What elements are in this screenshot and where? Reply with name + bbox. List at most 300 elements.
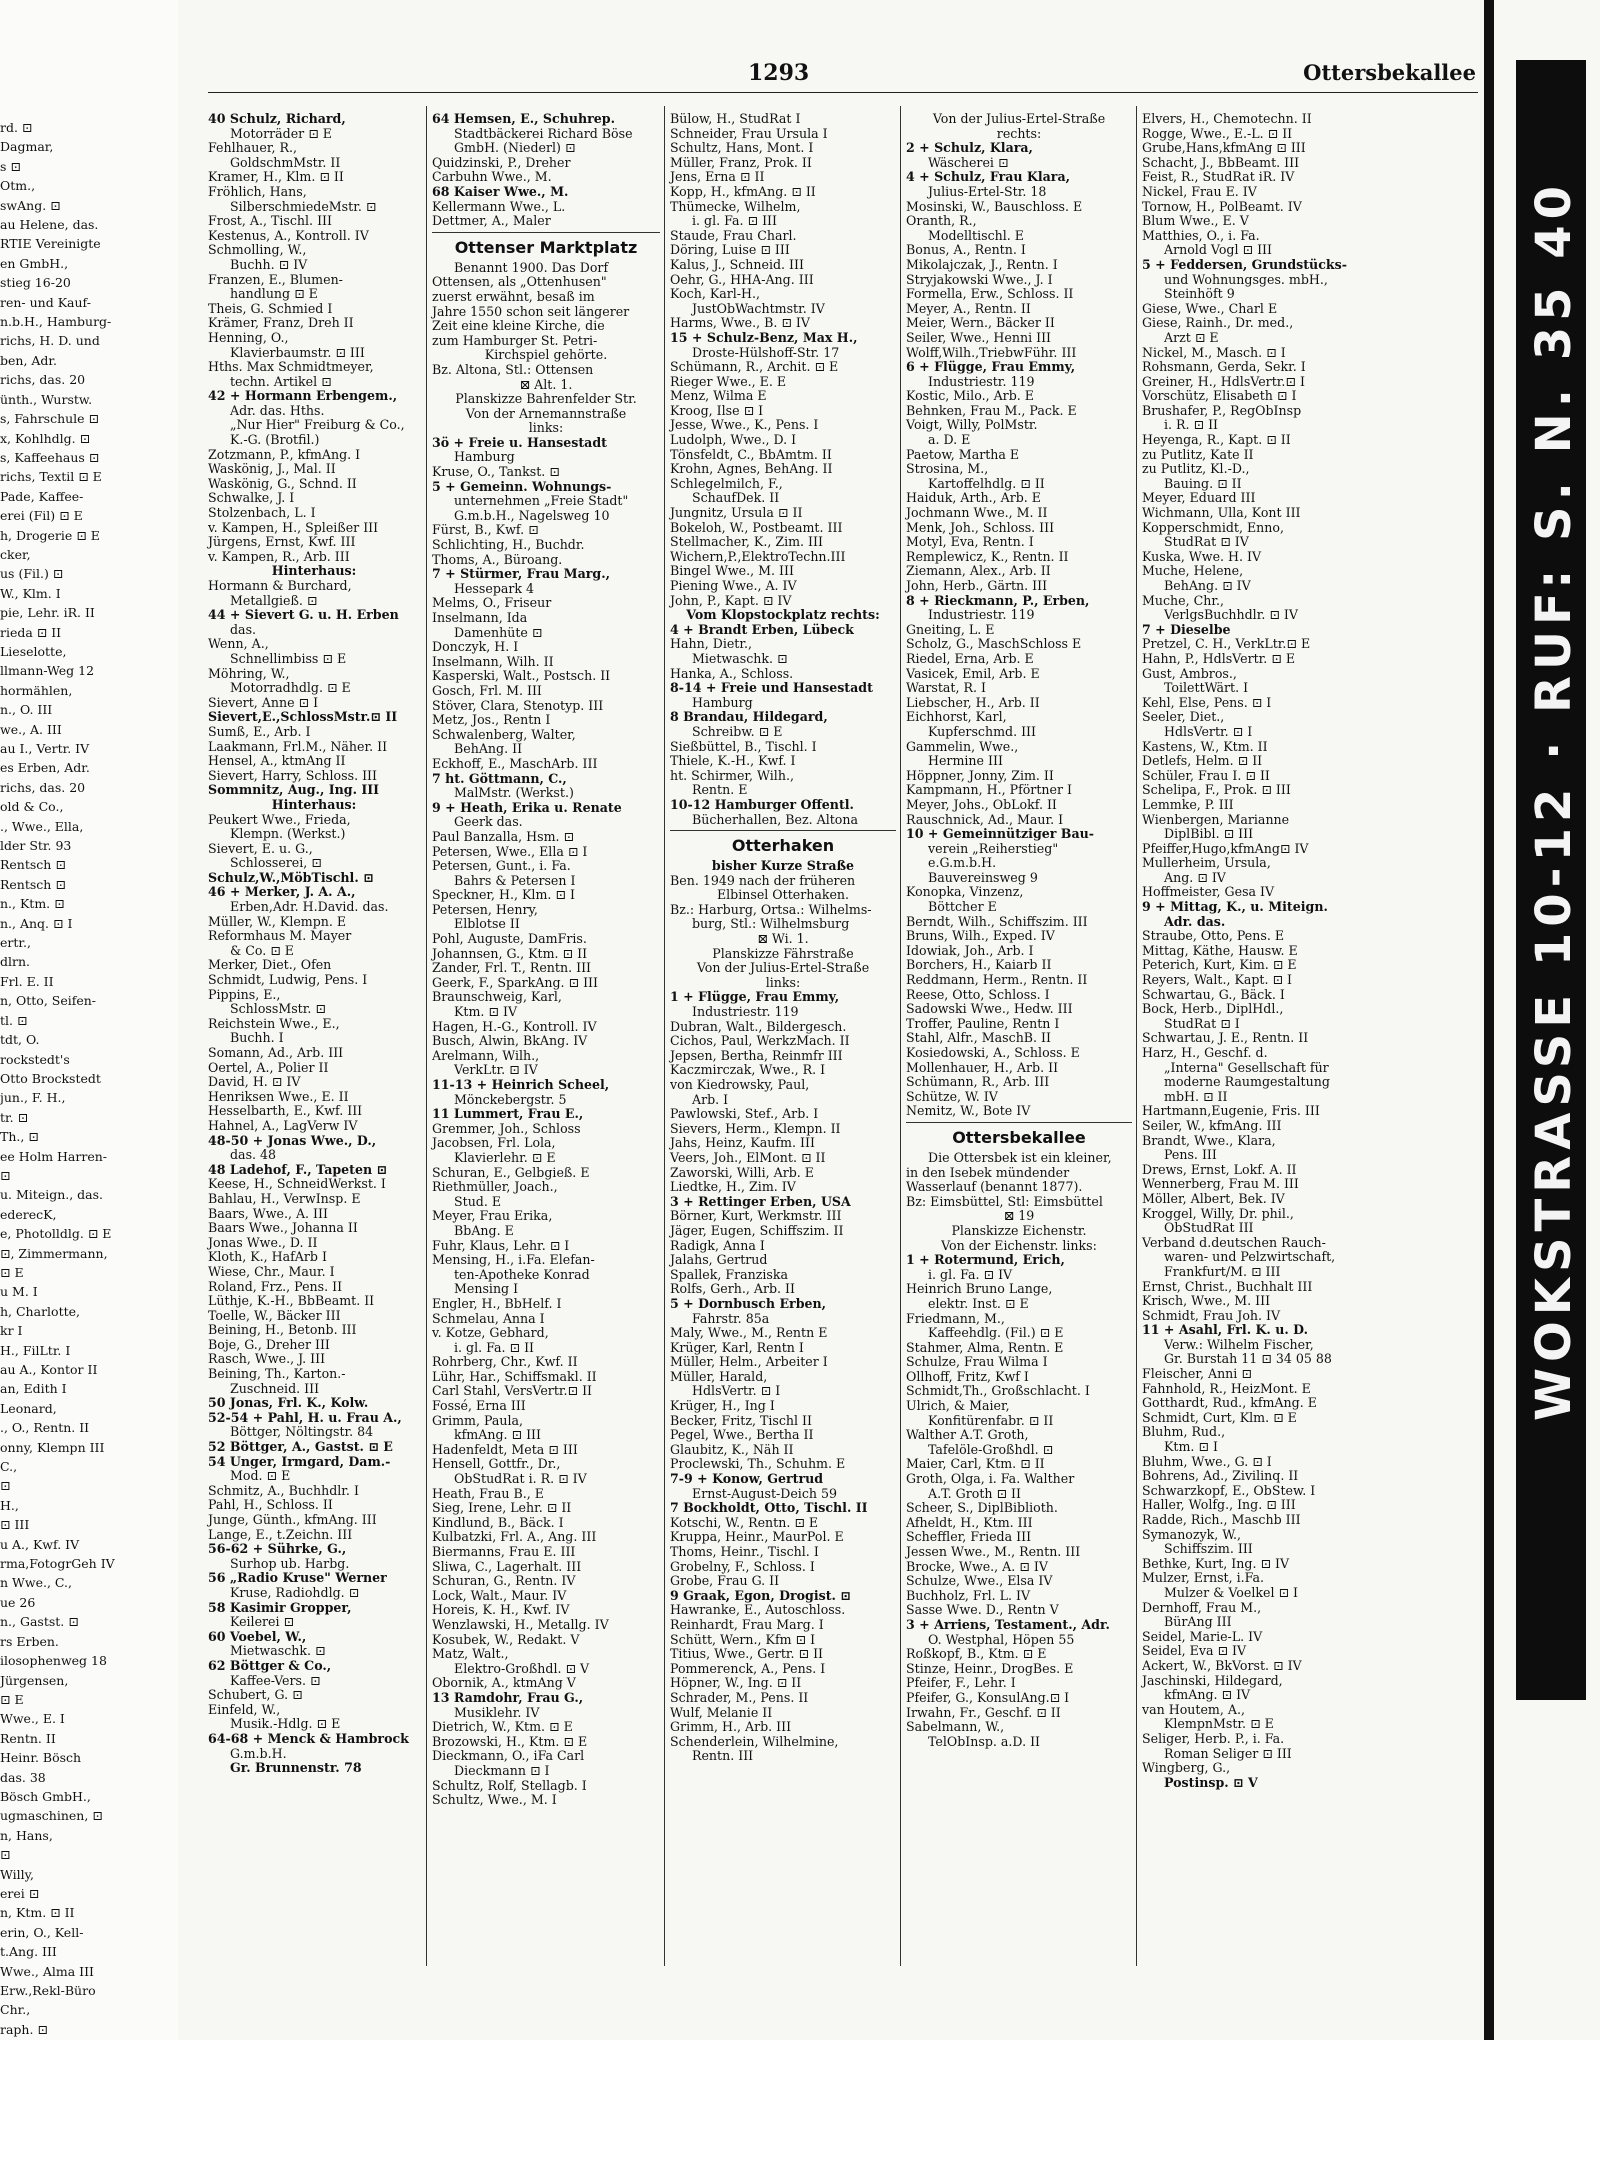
directory-entry-line: 8 Brandau, Hildegard, bbox=[670, 709, 828, 725]
directory-entry-line: Nemitz, W., Bote IV bbox=[906, 1103, 1031, 1119]
directory-entry-line: Kramer, H., Klm. ⊡ II bbox=[208, 169, 344, 185]
directory-entry-line: Johannsen, G., Ktm. ⊡ II bbox=[432, 945, 588, 961]
facing-page-fragment bbox=[0, 0, 180, 2040]
directory-entry-line: BbAng. E bbox=[454, 1222, 514, 1238]
directory-entry-line: Pegel, Wwe., Bertha II bbox=[670, 1427, 814, 1443]
directory-entry-line: HdlsVertr. ⊡ I bbox=[1164, 723, 1253, 739]
directory-entry-line: 7 + Dieselbe bbox=[1142, 621, 1231, 637]
directory-entry-line: Petersen, Gunt., i. Fa. bbox=[432, 858, 571, 874]
directory-entry-line: Merker, Diet., Ofen bbox=[208, 957, 332, 973]
directory-entry-line: GoldschmMstr. II bbox=[230, 154, 341, 170]
directory-entry-line: Gneiting, L. E bbox=[906, 621, 995, 637]
directory-entry-line: Mietwaschk. ⊡ bbox=[230, 1643, 326, 1659]
directory-entry-line: Kuska, Wwe. H. IV bbox=[1142, 548, 1262, 564]
directory-entry-line: Engler, H., BbHelf. I bbox=[432, 1295, 562, 1311]
directory-entry-line: Fehlhauer, R., bbox=[208, 140, 297, 156]
directory-entry-line: Rentn. III bbox=[692, 1748, 754, 1764]
facing-page-line: Chr., bbox=[0, 2002, 31, 2018]
column-3 bbox=[670, 112, 896, 1764]
directory-entry-line: Vom Klopstockplatz rechts: bbox=[686, 607, 880, 623]
directory-entry-line: ObStudRat III bbox=[1164, 1220, 1254, 1236]
directory-entry-line: Peterich, Kurt, Kim. ⊡ E bbox=[1142, 957, 1297, 973]
directory-entry-line: Ktm. ⊡ IV bbox=[454, 1004, 518, 1020]
directory-entry-line: Seeler, Diet., bbox=[1142, 709, 1225, 725]
directory-entry-line: Formella, Erw., Schloss. II bbox=[906, 286, 1074, 302]
directory-entry-line: Glaubitz, K., Näh II bbox=[670, 1441, 794, 1457]
directory-entry-line: Gust, Ambros., bbox=[1142, 665, 1237, 681]
running-head: Ottersbekallee bbox=[1303, 60, 1476, 85]
facing-page-line: hormählen, bbox=[0, 682, 73, 698]
directory-entry-line: Schultz, Wwe., M. I bbox=[432, 1792, 557, 1808]
directory-entry-line: Benannt 1900. Das Dorf bbox=[454, 259, 609, 275]
directory-entry-line: kfmAng. ⊡ III bbox=[454, 1427, 541, 1443]
directory-entry-line: HdlsVertr. ⊡ I bbox=[692, 1383, 781, 1399]
directory-entry-line: Jungnitz, Ursula ⊡ II bbox=[670, 505, 803, 521]
directory-entry-line: Wichmann, Ulla, Kont III bbox=[1142, 505, 1301, 521]
directory-entry-line: Schreibw. ⊡ E bbox=[692, 723, 783, 739]
directory-entry-line: Hamburg bbox=[692, 694, 753, 710]
directory-entry-line: Petersen, Henry, bbox=[432, 901, 538, 917]
directory-entry-line: Schümann, R., Arb. III bbox=[906, 1074, 1050, 1090]
directory-entry-line: Müller, W., Klempn. E bbox=[208, 913, 347, 929]
facing-page-line: rockstedt's bbox=[0, 1051, 70, 1067]
directory-entry-line: Nickel, Frau E. IV bbox=[1142, 183, 1257, 199]
directory-entry-line: Müller, Franz, Prok. II bbox=[670, 154, 812, 170]
directory-entry-line: Müller, Helm., Arbeiter I bbox=[670, 1354, 828, 1370]
directory-entry-line: StudRat ⊡ I bbox=[1164, 1015, 1240, 1031]
facing-page-line: W., Klm. I bbox=[0, 585, 61, 601]
directory-entry-line: Paetow, Martha E bbox=[906, 446, 1020, 462]
column-divider bbox=[426, 106, 427, 1966]
directory-entry-line: Speckner, H., Klm. ⊡ I bbox=[432, 887, 575, 903]
facing-page-line: ertr., bbox=[0, 935, 31, 951]
directory-entry-line: Tönsfeldt, C., BbAmtm. II bbox=[670, 446, 832, 462]
directory-entry-line: „Nur Hier" Freiburg & Co., bbox=[230, 417, 405, 433]
directory-entry-line: Erben,Adr. H.David. das. bbox=[230, 899, 389, 915]
directory-entry-line: Hawranke, E., Autoschloss. bbox=[670, 1602, 846, 1618]
directory-entry-line: Fossé, Erna III bbox=[432, 1398, 526, 1414]
facing-page-line: Erw.,Rekl-Büro bbox=[0, 1983, 96, 1998]
directory-entry-line: 64-68 + Menck & Hambrock bbox=[208, 1730, 409, 1746]
directory-entry-line: Bokeloh, W., Postbeamt. III bbox=[670, 519, 843, 535]
directory-entry-line: ⊠ 19 bbox=[1003, 1208, 1035, 1224]
directory-entry-line: Krohn, Agnes, BehAng. II bbox=[670, 461, 833, 477]
directory-entry-line: Beining, Th., Karton.- bbox=[208, 1366, 346, 1382]
directory-entry-line: Seliger, Herb. P., i. Fa. bbox=[1142, 1730, 1285, 1746]
directory-entry-line: Steinhöft 9 bbox=[1164, 286, 1235, 302]
directory-entry-line: Baars, Wwe., A. III bbox=[208, 1205, 328, 1221]
directory-entry-line: verein „Reiherstieg" bbox=[928, 840, 1059, 856]
directory-entry-line: Waskönig, G., Schnd. II bbox=[208, 475, 357, 491]
facing-page-line: tl. ⊡ bbox=[0, 1012, 28, 1028]
directory-entry-line: Brushafer, P., RegObInsp bbox=[1142, 402, 1302, 418]
directory-entry-line: Stryjakowski Wwe., J. I bbox=[906, 271, 1053, 287]
directory-entry-line: Hensell, Gottfr., Dr., bbox=[432, 1456, 561, 1472]
directory-entry-line: Kaffee-Vers. ⊡ bbox=[230, 1672, 321, 1688]
directory-entry-line: Maly, Wwe., M., Rentn E bbox=[670, 1325, 828, 1341]
directory-entry-line: Fleischer, Anni ⊡ bbox=[1142, 1366, 1252, 1382]
directory-entry-line: Koch, Karl-H., bbox=[670, 286, 761, 302]
directory-entry-line: ObStudRat i. R. ⊡ IV bbox=[454, 1471, 587, 1487]
directory-entry-line: 1 + Rotermund, Erich, bbox=[906, 1252, 1065, 1268]
directory-entry-line: Hermine III bbox=[928, 753, 1003, 769]
directory-entry-line: Klavierlehr. ⊡ E bbox=[454, 1149, 556, 1165]
directory-entry-line: Elvers, H., Chemotechn. II bbox=[1142, 111, 1312, 126]
directory-entry-line: Berndt, Wilh., Schiffszim. III bbox=[906, 913, 1088, 929]
directory-entry-line: Industriestr. 119 bbox=[928, 607, 1035, 623]
directory-entry-line: Reyers, Walt., Kapt. ⊡ I bbox=[1142, 972, 1293, 988]
facing-page-line: n.b.H., Hamburg- bbox=[0, 314, 112, 330]
directory-entry-line: Elbinsel Otterhaken. bbox=[716, 887, 850, 903]
directory-entry-line: Metallgieß. ⊡ bbox=[230, 592, 318, 608]
facing-page-line: Heinr. Bösch bbox=[0, 1750, 82, 1766]
directory-entry-line: 52-54 + Pahl, H. u. Frau A., bbox=[208, 1409, 402, 1425]
directory-entry-line: Hths. Max Schmidtmeyer, bbox=[208, 359, 374, 375]
directory-entry-line: Afheldt, H., Ktm. III bbox=[906, 1514, 1033, 1530]
directory-entry-line: Von der Eichenstr. links: bbox=[941, 1237, 1097, 1253]
directory-entry-line: Schrader, M., Pens. II bbox=[670, 1689, 809, 1705]
directory-entry-line: Boje, G., Dreher III bbox=[208, 1336, 330, 1352]
directory-entry-line: 2 + Schulz, Klara, bbox=[906, 140, 1033, 156]
directory-entry-line: VerlgsBuchhdlr. ⊡ IV bbox=[1164, 607, 1298, 623]
directory-entry-line: kfmAng. ⊡ IV bbox=[1164, 1687, 1251, 1703]
directory-entry-line: Hadenfeldt, Meta ⊡ III bbox=[432, 1441, 578, 1457]
directory-entry-line: Seiler, Wwe., Henni III bbox=[906, 329, 1052, 345]
directory-entry-line: 7 ht. Göttmann, C., bbox=[432, 770, 567, 786]
directory-entry-line: Müller, Harald, bbox=[670, 1368, 768, 1384]
directory-entry-line: Böttcher E bbox=[928, 899, 997, 915]
directory-entry-line: i. gl. Fa. ⊡ III bbox=[692, 213, 778, 229]
directory-entry-line: Ben. 1949 nach der früheren bbox=[670, 872, 856, 888]
directory-entry-line: i. gl. Fa. ⊡ II bbox=[454, 1339, 535, 1355]
facing-page-line: Rentn. II bbox=[0, 1730, 56, 1746]
directory-entry-line: VerkLtr. ⊡ IV bbox=[454, 1062, 538, 1078]
directory-entry-line: ⊠ Wi. 1. bbox=[757, 931, 809, 947]
facing-page-line: we., A. III bbox=[0, 721, 62, 737]
directory-entry-line: mbH. ⊡ II bbox=[1164, 1088, 1228, 1104]
directory-entry-line: Schütt, Wern., Kfm ⊡ I bbox=[670, 1631, 816, 1647]
directory-entry-line: Börner, Kurt, Werkmstr. III bbox=[670, 1208, 842, 1224]
directory-entry-line: Nickel, M., Masch. ⊡ I bbox=[1142, 344, 1286, 360]
directory-entry-line: Lüthje, K.-H., BbBeamt. II bbox=[208, 1293, 375, 1309]
directory-entry-line: Kalus, J., Schneid. III bbox=[670, 256, 804, 272]
directory-entry-line: K.-G. (Brotfil.) bbox=[230, 432, 320, 448]
directory-entry-line: Irwahn, Fr., Geschf. ⊡ II bbox=[906, 1704, 1061, 1720]
directory-entry-line: Wenzlawski, H., Metallg. IV bbox=[432, 1616, 609, 1632]
facing-page-line: tr. ⊡ bbox=[0, 1109, 29, 1125]
directory-entry-line: Motorradhdlg. ⊡ E bbox=[230, 680, 351, 696]
directory-entry-line: Rohrberg, Chr., Kwf. II bbox=[432, 1354, 578, 1370]
directory-entry-line: Gr. Burstah 11 ⊡ 34 05 88 bbox=[1164, 1351, 1332, 1367]
directory-entry-line: Jahs, Heinz, Kaufm. III bbox=[670, 1135, 815, 1151]
directory-entry-line: SchaufDek. II bbox=[692, 490, 780, 506]
directory-entry-line: Spallek, Franziska bbox=[670, 1266, 788, 1282]
directory-entry-line: Industriestr. 119 bbox=[928, 373, 1035, 389]
directory-entry-line: Scheer, S., DiplBiblioth. bbox=[906, 1500, 1058, 1516]
directory-entry-line: ht. Schirmer, Wilh., bbox=[670, 767, 794, 783]
directory-entry-line: Fuhr, Klaus, Lehr. ⊡ I bbox=[432, 1237, 570, 1253]
directory-entry-line: 8 + Rieckmann, P., Erben, bbox=[906, 592, 1090, 608]
directory-entry-line: links: bbox=[765, 974, 801, 990]
directory-entry-line: Carl Stahl, VersVertr.⊡ II bbox=[432, 1383, 593, 1399]
directory-entry-line: Schneider, Frau Ursula I bbox=[670, 125, 828, 141]
directory-entry-line: Baars Wwe., Johanna II bbox=[208, 1220, 358, 1236]
directory-entry-line: Hensel, A., ktmAng II bbox=[208, 753, 346, 769]
directory-entry-line: Jens, Erna ⊡ II bbox=[670, 169, 765, 185]
directory-entry-line: Schulz,W.,MöbTischl. ⊡ bbox=[208, 869, 374, 885]
directory-entry-line: Wäscherei ⊡ bbox=[928, 154, 1009, 170]
directory-entry-line: 1 + Flügge, Frau Emmy, bbox=[670, 989, 840, 1005]
directory-entry-line: Kellermann Wwe., L. bbox=[432, 198, 566, 214]
directory-entry-line: Schmolling, W., bbox=[208, 242, 307, 258]
facing-page-line: old & Co., bbox=[0, 799, 64, 815]
directory-entry-line: van Houtem, A., bbox=[1142, 1701, 1245, 1717]
book-spine-edge bbox=[1484, 0, 1600, 2040]
directory-entry-line: Troffer, Pauline, Rentn I bbox=[906, 1015, 1060, 1031]
facing-page-line: tdt, O. bbox=[0, 1032, 40, 1048]
directory-entry-line: und Wohnungsges. mbH., bbox=[1164, 271, 1328, 287]
directory-entry-line: Cichos, Paul, WerkzMach. II bbox=[670, 1033, 850, 1049]
directory-entry-line: Wiese, Chr., Maur. I bbox=[208, 1263, 335, 1279]
directory-entry-line: Arelmann, Wilh., bbox=[432, 1047, 540, 1063]
directory-entry-line: Reddmann, Herm., Rentn. II bbox=[906, 972, 1088, 988]
directory-entry-line: Grimm, Paula, bbox=[432, 1412, 524, 1428]
directory-entry-line: Petersen, Wwe., Ella ⊡ I bbox=[432, 843, 588, 859]
directory-entry-line: Mönckebergstr. 5 bbox=[454, 1091, 567, 1107]
directory-entry-line: Frankfurt/M. ⊡ III bbox=[1164, 1263, 1281, 1279]
directory-entry-line: Wienbergen, Marianne bbox=[1142, 811, 1290, 827]
facing-page-line: ugmaschinen, ⊡ bbox=[0, 1808, 103, 1824]
directory-entry-line: Muche, Helene, bbox=[1142, 563, 1244, 579]
directory-entry-line: Pawlowski, Stef., Arb. I bbox=[670, 1106, 819, 1122]
directory-entry-line: 5 + Feddersen, Grundstücks- bbox=[1142, 256, 1347, 272]
directory-entry-line: Rasch, Wwe., J. III bbox=[208, 1351, 326, 1367]
directory-entry-line: G.m.b.H., Nagelsweg 10 bbox=[454, 507, 610, 523]
directory-entry-line: Schulze, Frau Wilma I bbox=[906, 1354, 1048, 1370]
directory-entry-line: Vorschütz, Elisabeth ⊡ I bbox=[1142, 388, 1297, 404]
directory-entry-line: Kostic, Milo., Arb. E bbox=[906, 388, 1034, 404]
directory-entry-line: Verband d.deutschen Rauch- bbox=[1142, 1234, 1326, 1250]
facing-page-line: u A., Kwf. IV bbox=[0, 1536, 80, 1552]
directory-entry-line: Mikolajczak, J., Rentn. I bbox=[906, 256, 1058, 272]
directory-entry-line: Hessepark 4 bbox=[454, 580, 535, 596]
directory-entry-line: Mod. ⊡ E bbox=[230, 1468, 291, 1484]
directory-entry-line: Oranth, R., bbox=[906, 213, 977, 229]
directory-entry-line: 50 Jonas, Frl. K., Kolw. bbox=[208, 1395, 369, 1411]
directory-entry-line: Schlichting, H., Buchdr. bbox=[432, 537, 585, 553]
directory-entry-line: Bethke, Kurt, Ing. ⊡ IV bbox=[1142, 1555, 1290, 1571]
facing-page-line: ., O., Rentn. II bbox=[0, 1420, 90, 1436]
directory-entry-line: burg, Stl.: Wilhelmsburg bbox=[692, 916, 850, 932]
facing-page-line: t.Ang. III bbox=[0, 1944, 57, 1960]
directory-entry-line: Die Ottersbek ist ein kleiner, bbox=[928, 1149, 1112, 1165]
directory-entry-line: Grube,Hans,kfmAng ⊡ III bbox=[1142, 140, 1306, 156]
directory-entry-line: Seiler, W., kfmAng. III bbox=[1142, 1117, 1282, 1133]
directory-entry-line: Zaworski, Willi, Arb. E bbox=[670, 1164, 814, 1180]
facing-page-line: cker, bbox=[0, 546, 31, 562]
directory-entry-line: SilberschmiedeMstr. ⊡ bbox=[230, 198, 377, 214]
directory-entry-line: Brandt, Wwe., Klara, bbox=[1142, 1132, 1276, 1148]
directory-entry-line: i. R. ⊡ II bbox=[1164, 417, 1219, 433]
facing-page-line: n., O. III bbox=[0, 702, 53, 718]
directory-entry-line: Frost, A., Tischl. III bbox=[208, 213, 332, 229]
directory-entry-line: Dieckmann ⊡ I bbox=[454, 1762, 550, 1778]
directory-entry-line: 52 Böttger, A., Gastst. ⊡ E bbox=[208, 1439, 393, 1455]
facing-page-line: richs, Textil ⊡ E bbox=[0, 469, 102, 485]
directory-entry-line: O. Westphal, Höpen 55 bbox=[928, 1631, 1075, 1647]
facing-page-line: n, Hans, bbox=[0, 1827, 53, 1843]
directory-entry-line: handlung ⊡ E bbox=[230, 286, 318, 302]
directory-entry-line: Stellmacher, K., Zim. III bbox=[670, 534, 823, 550]
directory-entry-line: Schmidt, Curt, Klm. ⊡ E bbox=[1142, 1409, 1297, 1425]
directory-entry-line: Ollhoff, Fritz, Kwf I bbox=[906, 1368, 1029, 1384]
directory-entry-line: Schubert, G. ⊡ bbox=[208, 1687, 303, 1703]
facing-page-line: richs, das. 20 bbox=[0, 779, 86, 795]
facing-page-line: erei ⊡ bbox=[0, 1885, 40, 1901]
directory-entry-line: 15 + Schulz-Benz, Max H., bbox=[670, 329, 858, 345]
directory-entry-line: John, Herb., Gärtn. III bbox=[906, 578, 1048, 593]
directory-entry-line: Brocke, Wwe., A. ⊡ IV bbox=[906, 1558, 1048, 1574]
directory-entry-line: Hartmann,Eugenie, Fris. III bbox=[1142, 1103, 1320, 1119]
directory-entry-line: Thoms, Heinr., Tischl. I bbox=[670, 1544, 819, 1559]
directory-entry-line: Wolff,Wilh.,TriebwFühr. III bbox=[906, 344, 1077, 360]
facing-page-line: u. Miteign., das. bbox=[0, 1187, 104, 1203]
directory-entry-line: Zander, Frl. T., Rentn. III bbox=[432, 960, 592, 976]
directory-entry-line: Heinrich Bruno Lange, bbox=[906, 1281, 1053, 1297]
directory-entry-line: Busch, Alwin, BkAng. IV bbox=[432, 1033, 588, 1049]
directory-entry-line: Feist, R., StudRat iR. IV bbox=[1142, 169, 1295, 185]
facing-page-line: Otm., bbox=[0, 178, 36, 194]
directory-entry-line: GmbH. (Niederl) ⊡ bbox=[454, 140, 576, 156]
directory-entry-line: Riedel, Erna, Arb. E bbox=[906, 650, 1034, 666]
directory-entry-line: BehAng. ⊡ IV bbox=[1164, 578, 1251, 593]
directory-entry-line: 7 + Stürmer, Frau Marg., bbox=[432, 566, 610, 582]
directory-entry-line: 3 + Rettinger Erben, USA bbox=[670, 1193, 851, 1209]
directory-entry-line: 62 Böttger & Co., bbox=[208, 1657, 332, 1673]
directory-entry-line: Meyer, Eduard III bbox=[1142, 490, 1256, 506]
directory-entry-line: Grimm, H., Arb. III bbox=[670, 1719, 792, 1735]
facing-page-line: Lieselotte, bbox=[0, 643, 67, 659]
directory-entry-line: Thiele, K.-H., Kwf. I bbox=[670, 753, 796, 769]
facing-page-line: kr I bbox=[0, 1323, 23, 1339]
directory-entry-line: Harms, Wwe., B. ⊡ IV bbox=[670, 315, 810, 331]
directory-entry-line: Detlefs, Helm. ⊡ II bbox=[1142, 753, 1263, 769]
directory-entry-line: Tornow, H., PolBeamt. IV bbox=[1142, 198, 1302, 214]
directory-entry-line: Kestenus, A., Kontroll. IV bbox=[208, 227, 369, 243]
directory-entry-line: Reese, Otto, Schloss. I bbox=[906, 986, 1050, 1002]
directory-entry-line: Mensing, H., i.Fa. Elefan- bbox=[432, 1252, 595, 1268]
facing-page-line: en GmbH., bbox=[0, 255, 69, 271]
directory-entry-line: Schiffszim. III bbox=[1164, 1541, 1253, 1557]
directory-entry-line: Kosiedowski, A., Schloss. E bbox=[906, 1045, 1080, 1060]
directory-entry-line: Matz, Walt., bbox=[432, 1646, 509, 1662]
directory-entry-line: Scheffler, Frieda III bbox=[906, 1529, 1032, 1545]
directory-entry-line: Höpner, W., Ing. ⊡ II bbox=[670, 1675, 802, 1691]
directory-entry-line: Sievers, Herm., Klempn. II bbox=[670, 1120, 841, 1136]
directory-entry-line: Pohl, Auguste, DamFris. bbox=[432, 931, 587, 947]
directory-entry-line: Lange, E., t.Zeichn. III bbox=[208, 1526, 353, 1542]
directory-entry-line: StudRat ⊡ IV bbox=[1164, 534, 1249, 550]
facing-page-line: pie, Lehr. iR. II bbox=[0, 605, 95, 621]
directory-entry-line: 3ö + Freie u. Hansestadt bbox=[432, 434, 607, 450]
facing-page-line: h, Charlotte, bbox=[0, 1303, 80, 1319]
facing-page-line: ilosophenweg 18 bbox=[0, 1653, 107, 1669]
facing-page-line: ⊡ E bbox=[0, 1264, 24, 1280]
directory-entry-line: Mosinski, W., Bauschloss. E bbox=[906, 198, 1083, 214]
directory-entry-line: Kroog, Ilse ⊡ I bbox=[670, 402, 764, 418]
directory-entry-line: Bruns, Wilh., Exped. IV bbox=[906, 928, 1055, 944]
directory-entry-line: JustObWachtmstr. IV bbox=[692, 300, 825, 316]
directory-entry-line: in den Isebek mündender bbox=[906, 1164, 1070, 1180]
directory-entry-line: Menk, Joh., Schloss. III bbox=[906, 519, 1055, 535]
facing-page-line: erin, O., Kell- bbox=[0, 1924, 84, 1940]
directory-entry-line: Kruse, Radiohdlg. ⊡ bbox=[230, 1584, 360, 1600]
facing-page-line: Jürgensen, bbox=[0, 1672, 69, 1688]
directory-entry-line: Gremmer, Joh., Schloss bbox=[432, 1120, 581, 1136]
directory-entry-line: Becker, Fritz, Tischl II bbox=[670, 1412, 813, 1428]
directory-entry-line: Kindlund, B., Bäck. I bbox=[432, 1514, 564, 1530]
directory-entry-line: Schwartau, J. E., Rentn. II bbox=[1142, 1030, 1309, 1046]
facing-page-line: Rentsch ⊡ bbox=[0, 857, 66, 873]
directory-entry-line: Droste-Hülshoff-Str. 17 bbox=[692, 344, 840, 360]
directory-entry-line: Mietwaschk. ⊡ bbox=[692, 650, 788, 666]
directory-entry-line: Liedtke, H., Zim. IV bbox=[670, 1179, 796, 1195]
directory-entry-line: Riethmüller, Joach., bbox=[432, 1179, 558, 1195]
directory-entry-line: SchlossMstr. ⊡ bbox=[230, 1001, 326, 1017]
directory-entry-line: Pens. III bbox=[1164, 1147, 1217, 1163]
directory-entry-line: Kartoffelhdlg. ⊡ II bbox=[928, 475, 1045, 491]
facing-page-line: lder Str. 93 bbox=[0, 838, 72, 854]
directory-entry-line: Ktm. ⊡ I bbox=[1164, 1439, 1218, 1455]
directory-entry-line: 13 Ramdohr, Frau G., bbox=[432, 1689, 584, 1705]
directory-entry-line: Scholz, G., MaschSchloss E bbox=[906, 636, 1082, 652]
directory-entry-line: Schnellimbiss ⊡ E bbox=[230, 650, 347, 666]
directory-entry-line: Jesse, Wwe., K., Pens. I bbox=[670, 417, 819, 433]
directory-entry-line: e.G.m.b.H. bbox=[928, 855, 997, 871]
directory-entry-line: Ottensen, als „Ottenhusen" bbox=[432, 274, 607, 290]
facing-page-text bbox=[0, 118, 178, 2156]
directory-entry-line: Bz: Eimsbüttel, Stl: Eimsbüttel bbox=[906, 1193, 1103, 1209]
directory-entry-line: 7-9 + Konow, Gertrud bbox=[670, 1471, 824, 1487]
directory-entry-line: Liebscher, H., Arb. II bbox=[906, 694, 1040, 710]
directory-page bbox=[178, 0, 1484, 2040]
facing-page-line: ben, Adr. bbox=[0, 352, 58, 368]
directory-entry-line: Von der Julius-Ertel-Straße bbox=[696, 960, 870, 976]
directory-entry-line: Schmidt, Frau Joh. IV bbox=[1142, 1307, 1281, 1323]
gutter-shadow bbox=[1484, 0, 1494, 2040]
directory-entry-line: Pfeifer, G., KonsulAng.⊡ I bbox=[906, 1689, 1070, 1705]
directory-entry-line: Schuran, G., Rentn. IV bbox=[432, 1573, 576, 1589]
directory-entry-line: Schelipa, F., Prok. ⊡ III bbox=[1142, 782, 1291, 798]
directory-entry-line: Remplewicz, K., Rentn. II bbox=[906, 548, 1069, 564]
directory-entry-line: 3 + Arriens, Testament., Adr. bbox=[906, 1616, 1110, 1632]
directory-entry-line: Schmidt,Th., Großschlacht. I bbox=[906, 1383, 1090, 1399]
directory-entry-line: Kaczmirczak, Wwe., R. I bbox=[670, 1062, 826, 1078]
spine-text: WOKSTRASSE 10-12 · RUF: S. N. 35 40 bbox=[1526, 180, 1582, 1421]
directory-entry-line: Postinsp. ⊡ V bbox=[1164, 1774, 1258, 1790]
directory-entry-line: Planskizze Bahrenfelder Str. bbox=[455, 391, 637, 407]
directory-entry-line: 5 + Gemeinn. Wohnungs- bbox=[432, 478, 612, 494]
directory-entry-line: Oehr, G., HHA-Ang. III bbox=[670, 271, 814, 287]
directory-entry-line: Haiduk, Arth., Arb. E bbox=[906, 490, 1042, 506]
directory-entry-line: Sievert,E.,SchlossMstr.⊡ II bbox=[208, 709, 398, 725]
directory-entry-line: Hinterhaus: bbox=[271, 563, 357, 579]
directory-entry-line: Krüger, H., Ing I bbox=[670, 1398, 775, 1414]
directory-entry-line: 48-50 + Jonas Wwe., D., bbox=[208, 1132, 377, 1148]
directory-entry-line: 7 Bockholdt, Otto, Tischl. II bbox=[670, 1500, 868, 1516]
directory-entry-line: Groth, Olga, i. Fa. Walther bbox=[906, 1471, 1075, 1487]
directory-entry-line: i. gl. Fa. ⊡ IV bbox=[928, 1266, 1013, 1282]
